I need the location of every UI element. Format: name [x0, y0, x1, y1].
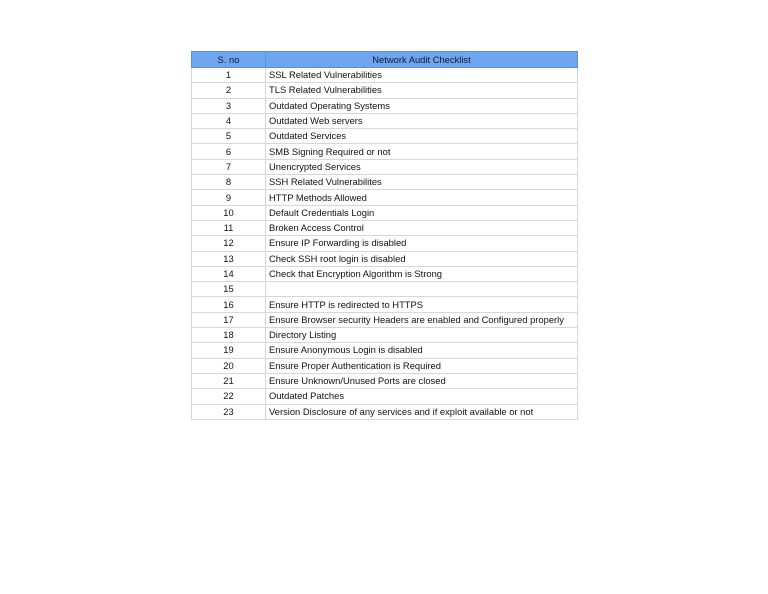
- table-row: [192, 266, 578, 281]
- table-row: [192, 190, 578, 205]
- table-row: [192, 373, 578, 388]
- table-row: [192, 236, 578, 251]
- serial-number-cell: 20: [192, 358, 266, 373]
- checklist-item-cell: Ensure Browser security Headers are enabled and Configured properly: [266, 312, 578, 327]
- serial-number-cell: 17: [192, 312, 266, 327]
- table-row: [192, 312, 578, 327]
- checklist-item-cell: Unencrypted Services: [266, 159, 578, 174]
- checklist-item-cell: Ensure Unknown/Unused Ports are closed: [266, 373, 578, 388]
- checklist-item-cell: Check SSH root login is disabled: [266, 251, 578, 266]
- table-row: [192, 159, 578, 174]
- table-row: [192, 328, 578, 343]
- checklist-item-cell: Broken Access Control: [266, 220, 578, 235]
- serial-number-cell: 8: [192, 175, 266, 190]
- serial-number-cell: 6: [192, 144, 266, 159]
- serial-number-cell: 21: [192, 373, 266, 388]
- table-row: [192, 343, 578, 358]
- checklist-item-cell: Default Credentials Login: [266, 205, 578, 220]
- serial-number-cell: 12: [192, 236, 266, 251]
- checklist-title-header: Network Audit Checklist: [266, 52, 578, 68]
- table-header: [192, 52, 578, 68]
- checklist-item-cell: Ensure Proper Authentication is Required: [266, 358, 578, 373]
- serial-number-cell: 10: [192, 205, 266, 220]
- table-row: [192, 68, 578, 83]
- table-row: [192, 205, 578, 220]
- checklist-item-cell: HTTP Methods Allowed: [266, 190, 578, 205]
- checklist-item-cell: Version Disclosure of any services and if exploit available or not: [266, 404, 578, 419]
- serial-number-cell: 15: [192, 282, 266, 297]
- table-row: [192, 144, 578, 159]
- network-audit-checklist-table: [191, 51, 578, 420]
- table-row: [192, 98, 578, 113]
- checklist-item-cell: [266, 282, 578, 297]
- table-row: [192, 404, 578, 419]
- table-body: [192, 68, 578, 420]
- serial-number-cell: 7: [192, 159, 266, 174]
- serial-number-cell: 2: [192, 83, 266, 98]
- checklist-item-cell: SSH Related Vulnerabilites: [266, 175, 578, 190]
- serial-number-cell: 4: [192, 113, 266, 128]
- serial-number-cell: 11: [192, 220, 266, 235]
- checklist-item-cell: Check that Encryption Algorithm is Strong: [266, 266, 578, 281]
- checklist-item-cell: Directory Listing: [266, 328, 578, 343]
- checklist-item-cell: SSL Related Vulnerabilities: [266, 68, 578, 83]
- checklist-item-cell: Ensure Anonymous Login is disabled: [266, 343, 578, 358]
- table-row: [192, 220, 578, 235]
- table-row: [192, 113, 578, 128]
- serial-number-cell: 14: [192, 266, 266, 281]
- checklist-item-cell: Outdated Services: [266, 129, 578, 144]
- serial-number-cell: 19: [192, 343, 266, 358]
- checklist-item-cell: Outdated Web servers: [266, 113, 578, 128]
- table-row: [192, 175, 578, 190]
- checklist-item-cell: Outdated Patches: [266, 389, 578, 404]
- checklist-item-cell: SMB Signing Required or not: [266, 144, 578, 159]
- serial-number-cell: 13: [192, 251, 266, 266]
- serial-number-cell: 1: [192, 68, 266, 83]
- table-row: [192, 129, 578, 144]
- serial-number-cell: 16: [192, 297, 266, 312]
- checklist-item-cell: Ensure IP Forwarding is disabled: [266, 236, 578, 251]
- serial-number-cell: 23: [192, 404, 266, 419]
- table-row: [192, 358, 578, 373]
- table-row: [192, 389, 578, 404]
- serial-number-cell: 5: [192, 129, 266, 144]
- serial-number-cell: 3: [192, 98, 266, 113]
- checklist-item-cell: TLS Related Vulnerabilities: [266, 83, 578, 98]
- checklist-item-cell: Outdated Operating Systems: [266, 98, 578, 113]
- serial-number-header: S. no: [192, 52, 266, 68]
- header-row: [192, 52, 578, 68]
- serial-number-cell: 22: [192, 389, 266, 404]
- table-row: [192, 297, 578, 312]
- table-row: [192, 282, 578, 297]
- checklist-item-cell: Ensure HTTP is redirected to HTTPS: [266, 297, 578, 312]
- table-row: [192, 251, 578, 266]
- serial-number-cell: 18: [192, 328, 266, 343]
- table-row: [192, 83, 578, 98]
- serial-number-cell: 9: [192, 190, 266, 205]
